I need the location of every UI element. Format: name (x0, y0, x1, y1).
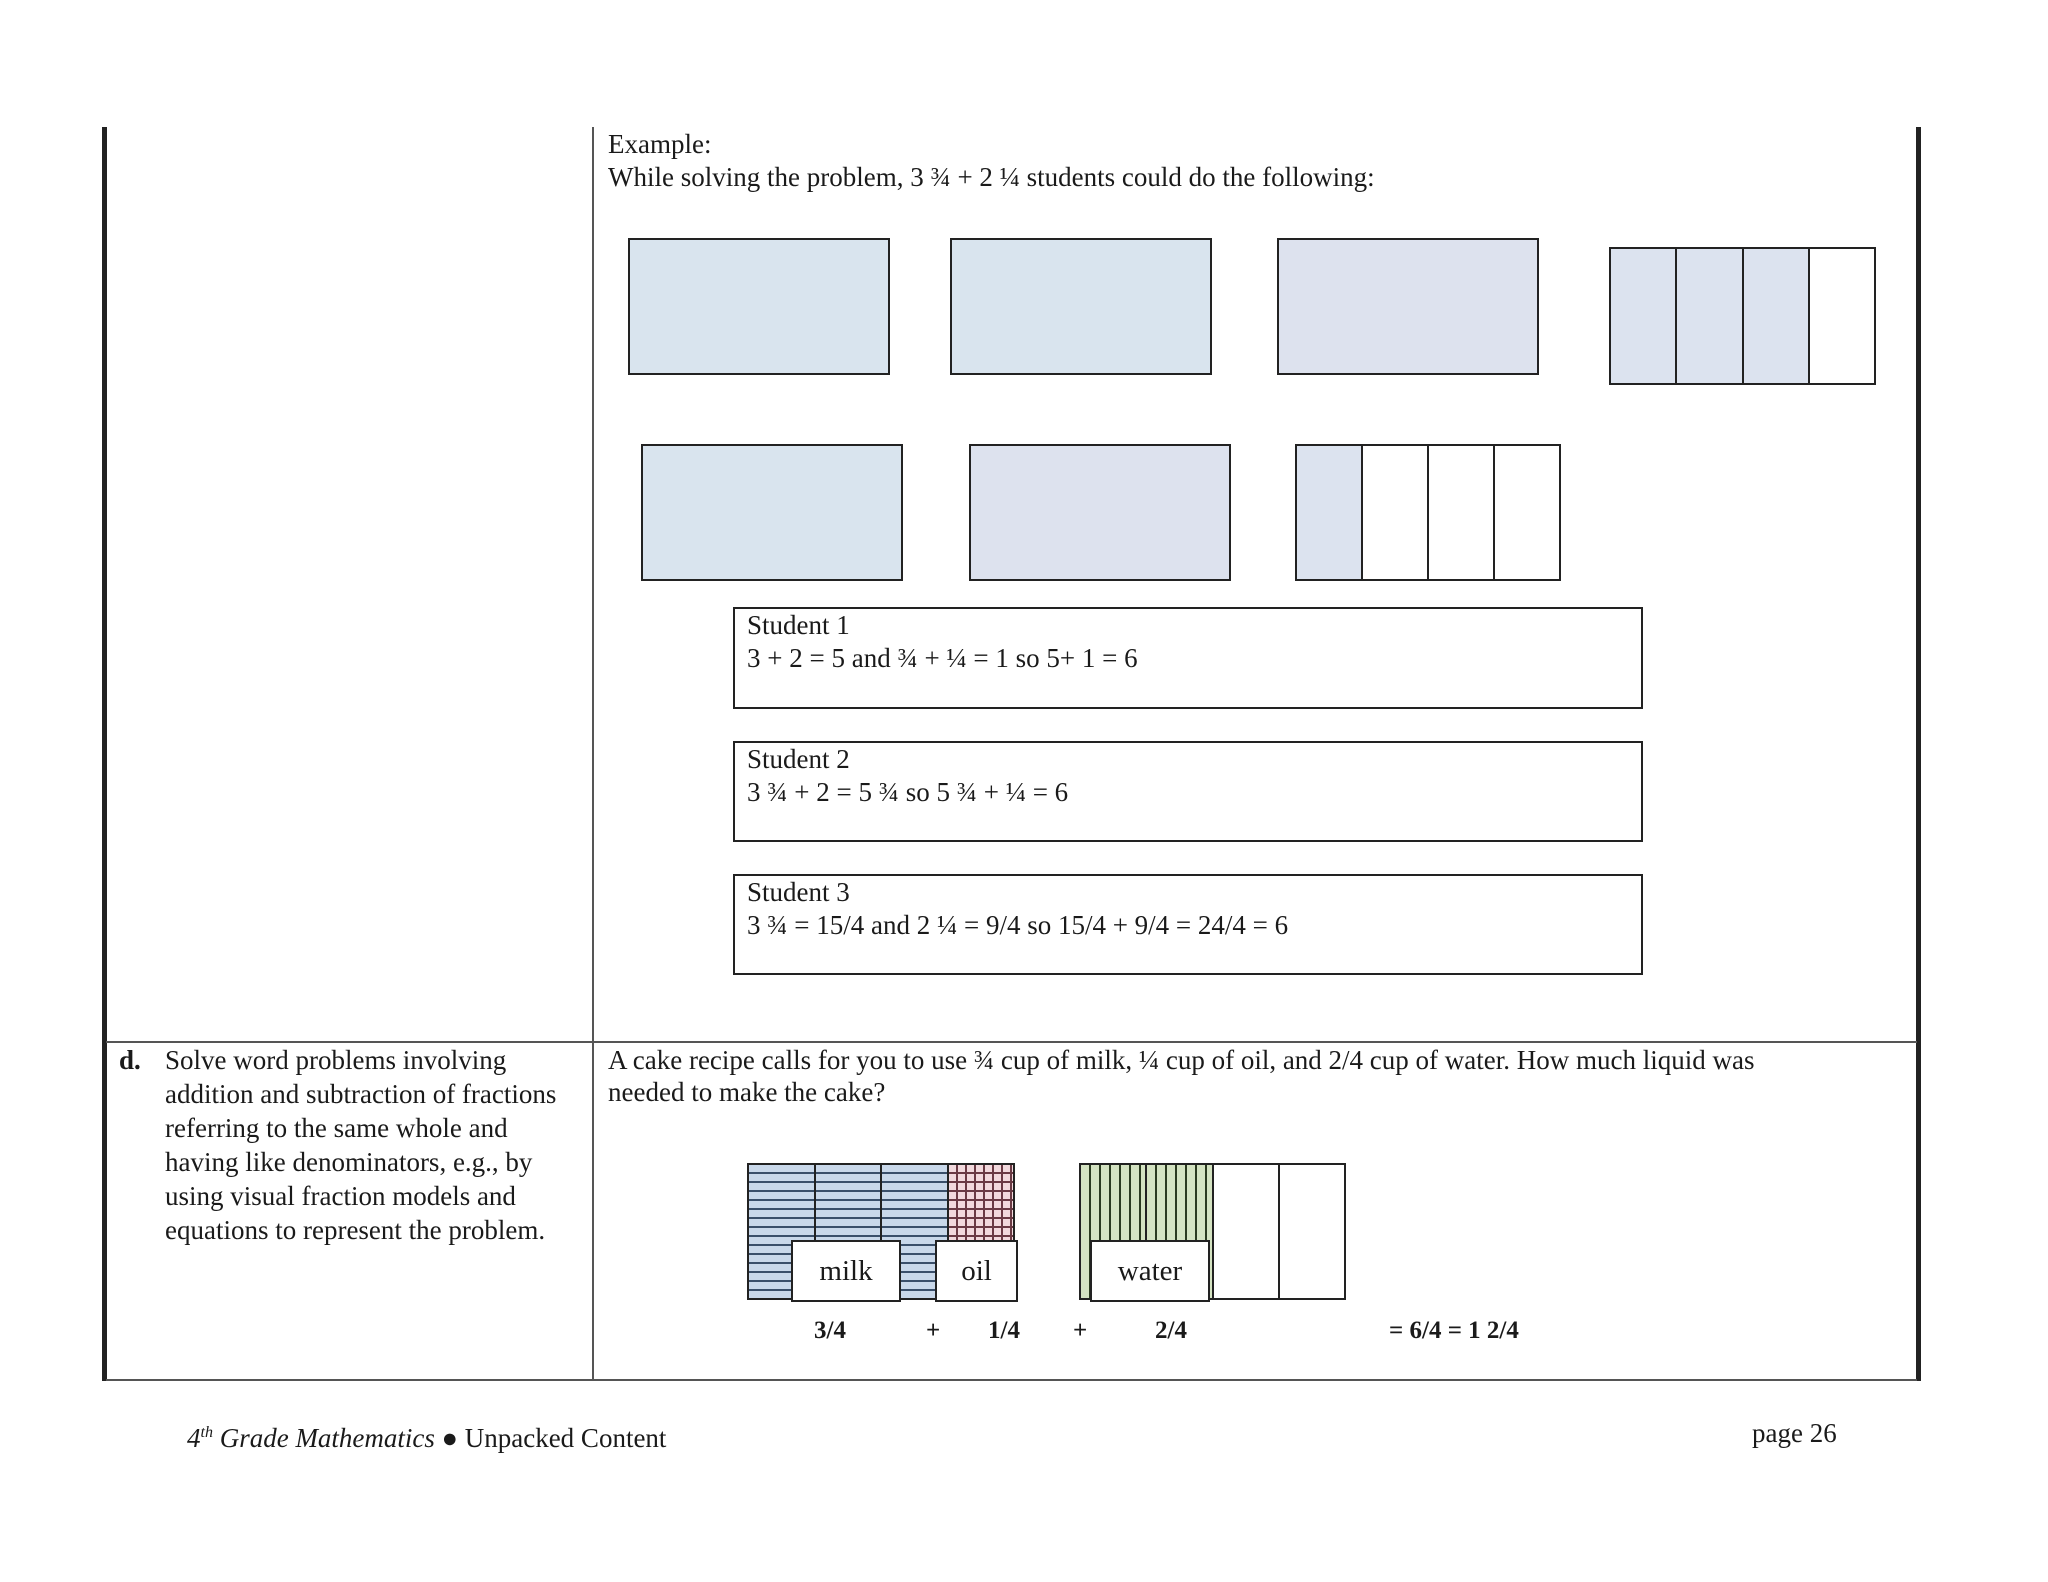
whole-model-2 (950, 238, 1212, 375)
footer-grade-title: Grade Mathematics (212, 1423, 435, 1453)
table-right-border (1916, 127, 1921, 1381)
whole-model-4 (641, 444, 903, 581)
standard-line: having like denominators, e.g., by (165, 1147, 533, 1177)
page-number: page 26 (1752, 1418, 1837, 1448)
empty-fourth (1214, 1165, 1280, 1298)
milk-label: milk (791, 1240, 901, 1302)
three-fourths-model (1609, 247, 1876, 385)
equation-water: 2/4 (1155, 1317, 1187, 1344)
whole-model-3 (1277, 238, 1539, 375)
whole-model-5 (969, 444, 1231, 581)
standard-line: using visual fraction models and (165, 1181, 516, 1211)
problem-line-1: A cake recipe calls for you to use ¾ cup of milk, ¼ cup of oil, and 2/4 cup of water. How much liquid was (608, 1045, 1755, 1075)
whole-model-1 (628, 238, 890, 375)
student-3-label: Student 3 (747, 877, 850, 907)
empty-fourth (1280, 1165, 1344, 1298)
student-2-box (733, 741, 1643, 842)
student-1-work: 3 + 2 = 5 and ¾ + ¼ = 1 so 5+ 1 = 6 (747, 643, 1138, 673)
equation-result: = 6/4 = 1 2/4 (1389, 1317, 1519, 1344)
student-3-box (733, 874, 1643, 975)
footer-bullet: ● (434, 1423, 465, 1453)
equation-oil: 1/4 (988, 1317, 1020, 1344)
water-label: water (1090, 1240, 1210, 1302)
table-left-border (102, 127, 107, 1381)
equation-plus-1: + (926, 1317, 941, 1344)
oil-label: oil (935, 1240, 1018, 1302)
example-intro: While solving the problem, 3 ¾ + 2 ¼ students could do the following: (608, 162, 1375, 192)
standard-line: addition and subtraction of fractions (165, 1079, 557, 1109)
standard-line: referring to the same whole and (165, 1113, 508, 1143)
standard-letter: d. (119, 1045, 141, 1075)
table-bottom-border (106, 1379, 1917, 1381)
student-2-work: 3 ¾ + 2 = 5 ¾ so 5 ¾ + ¼ = 6 (747, 777, 1069, 807)
equation-milk: 3/4 (814, 1317, 846, 1344)
column-divider (592, 127, 594, 1381)
example-heading: Example: (608, 129, 712, 159)
standard-line: equations to represent the problem. (165, 1215, 546, 1245)
standard-line: Solve word problems involving (165, 1045, 507, 1075)
one-fourth-model (1295, 444, 1561, 581)
footer-title-rest: Unpacked Content (464, 1423, 667, 1453)
student-3-work: 3 ¾ = 15/4 and 2 ¼ = 9/4 so 15/4 + 9/4 = 24/4 = 6 (747, 910, 1289, 940)
problem-line-2: needed to make the cake? (608, 1077, 886, 1107)
standard-text (165, 1043, 556, 1247)
footer-title (187, 1416, 666, 1455)
student-2-label: Student 2 (747, 744, 850, 774)
student-1-box (733, 607, 1643, 709)
student-1-label: Student 1 (747, 610, 850, 640)
footer-grade-sup: th (200, 1424, 213, 1441)
footer-grade-number: 4 (187, 1423, 201, 1453)
equation-plus-2: + (1073, 1317, 1088, 1344)
